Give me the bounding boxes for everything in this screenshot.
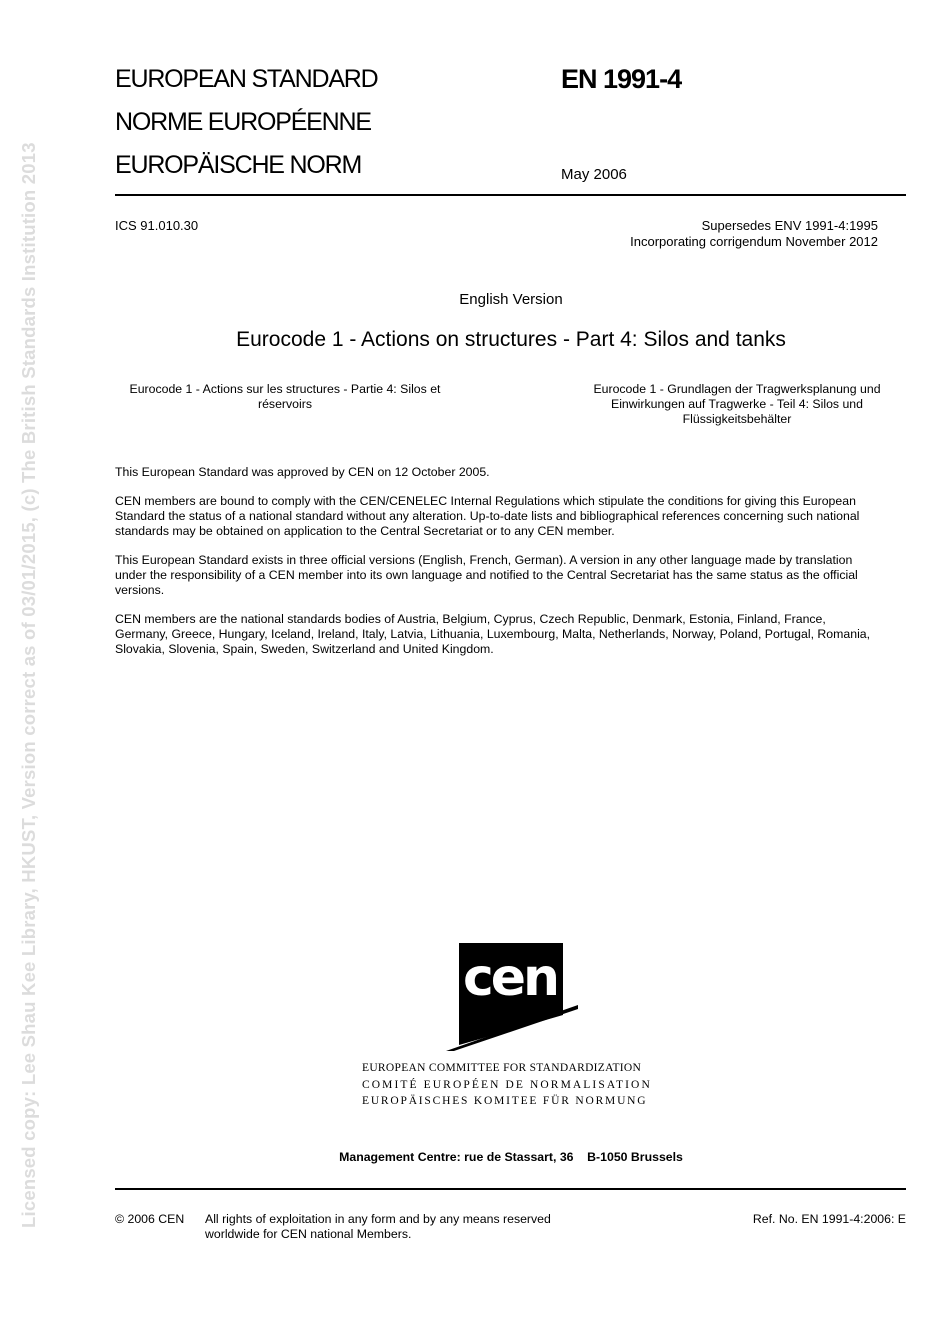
title-english: EUROPEAN STANDARD — [115, 65, 378, 93]
version-label: English Version — [459, 291, 563, 308]
paragraph-line: under the responsibility of a CEN member into its own language and notified to the Central Secretariat has the same status as the official — [115, 568, 858, 582]
rights-line: All rights of exploitation in any form and by any means reserved — [205, 1212, 551, 1226]
paragraph-line: CEN members are bound to comply with the CEN/CENELEC Internal Regulations which stipulate the conditions for giving this European — [115, 494, 856, 508]
footer-divider — [115, 1188, 906, 1190]
committee-french: COMITÉ EUROPÉEN DE NORMALISATION — [362, 1079, 652, 1091]
french-title-line: Eurocode 1 - Actions sur les structures - Partie 4: Silos et — [129, 382, 441, 396]
copyright: © 2006 CEN — [115, 1212, 185, 1226]
rights-line: worldwide for CEN national Members. — [205, 1227, 412, 1241]
reference-number: Ref. No. EN 1991-4:2006: E — [752, 1212, 906, 1226]
header-divider — [115, 194, 906, 196]
german-title-line: Flüssigkeitsbehälter — [682, 412, 792, 426]
cen-logo-icon — [446, 943, 578, 1051]
committee-english: EUROPEAN COMMITTEE FOR STANDARDIZATION — [362, 1062, 642, 1074]
ics-code: ICS 91.010.30 — [115, 218, 199, 233]
french-title — [115, 382, 455, 412]
german-title-line: Eurocode 1 - Grundlagen der Tragwerksplanung und — [593, 382, 881, 396]
paragraph-line: Standard the status of a national standard without any alteration. Up-to-date lists and bibliographical references concerning such national — [115, 509, 860, 523]
title-french: NORME EUROPÉENNE — [115, 108, 371, 136]
corrigendum-note: Incorporating corrigendum November 2012 — [630, 234, 878, 249]
paragraph-line: Slovakia, Slovenia, Spain, Sweden, Switzerland and United Kingdom. — [115, 642, 494, 656]
paragraph-line: Germany, Greece, Hungary, Iceland, Ireland, Italy, Latvia, Lithuania, Luxembourg, Malta, Netherlands, Norway, Poland, Portugal, Romania, — [115, 627, 871, 641]
license-watermark: Licensed copy: Lee Shau Kee Library, HKUST, Version correct as of 03/01/2015, (c) The British Standards Institution 2013 — [18, 142, 39, 1228]
standard-number: EN 1991-4 — [561, 64, 682, 94]
versions-paragraph — [115, 553, 910, 598]
paragraph-line: CEN members are the national standards bodies of Austria, Belgium, Cyprus, Czech Republic, Denmark, Estonia, Finland, France, — [115, 612, 826, 626]
paragraph-line: versions. — [115, 583, 165, 597]
compliance-paragraph — [115, 494, 910, 539]
members-paragraph — [115, 612, 910, 657]
paragraph-line: standards may be obtained on application to the Central Secretariat or to any CEN member. — [115, 524, 615, 538]
paragraph-line: This European Standard exists in three official versions (English, French, German). A version in any other language made by translation — [115, 553, 853, 567]
management-centre: Management Centre: rue de Stassart, 36 B-1050 Brussels — [339, 1150, 683, 1164]
publication-date: May 2006 — [561, 166, 627, 183]
main-title: Eurocode 1 - Actions on structures - Part 4: Silos and tanks — [236, 328, 786, 351]
supersedes-note: Supersedes ENV 1991-4:1995 — [701, 218, 878, 233]
french-title-line: réservoirs — [258, 397, 312, 411]
committee-german: EUROPÄISCHES KOMITEE FÜR NORMUNG — [362, 1095, 648, 1107]
german-title — [572, 382, 902, 427]
approval-paragraph: This European Standard was approved by CEN on 12 October 2005. — [115, 465, 490, 479]
svg-text:cen: cen — [462, 948, 558, 1008]
german-title-line: Einwirkungen auf Tragwerke - Teil 4: Silos und — [611, 397, 863, 411]
rights-statement — [205, 1212, 551, 1242]
title-german: EUROPÄISCHE NORM — [115, 151, 362, 179]
